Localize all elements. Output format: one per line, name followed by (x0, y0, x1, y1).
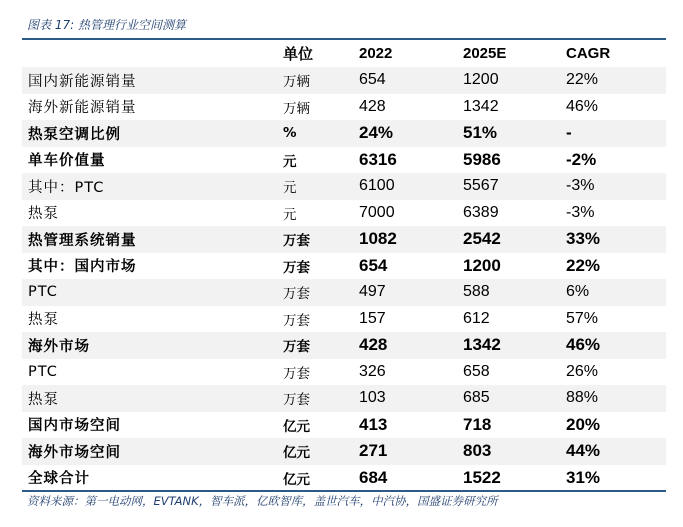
header-cell-2025e: 2025E (463, 45, 507, 62)
row-unit: 万套 (283, 279, 359, 306)
value-cagr: 22% (566, 67, 666, 94)
value-2022: 428 (359, 97, 386, 115)
row-label: 其中：PTC (22, 173, 283, 200)
row-label: 单车价值量 (28, 153, 106, 170)
row-unit: 万辆 (283, 100, 310, 117)
header-cell-blank (22, 40, 283, 67)
row-label: 其中：国内市场 (28, 259, 137, 276)
value-2022: 413 (359, 414, 388, 434)
row-label: 全球合计 (28, 471, 90, 488)
table-row (22, 438, 666, 465)
value-2025e: 1200 (463, 67, 566, 94)
row-label: 热管理系统销量 (22, 226, 283, 253)
row-unit: 万套 (283, 365, 310, 382)
value-cagr: -2% (566, 149, 597, 169)
value-2025e: 1342 (463, 97, 499, 115)
header-cell-cagr: CAGR (566, 45, 611, 62)
table-row (22, 279, 666, 306)
row-label: 热泵 (28, 206, 59, 223)
table-row (22, 332, 666, 359)
value-2022: 6316 (359, 149, 397, 169)
value-cagr: 46% (566, 332, 666, 359)
value-2025e: 5567 (463, 173, 566, 200)
row-unit: 万套 (283, 385, 359, 412)
table-row (22, 200, 666, 227)
value-2022: 271 (359, 438, 463, 465)
table-row (22, 465, 666, 492)
value-cagr: 88% (566, 385, 666, 412)
bottom-rule (22, 490, 666, 492)
row-unit: 万套 (283, 332, 359, 359)
row-label: 热泵 (28, 312, 59, 329)
table-row (22, 226, 666, 253)
value-2022: 654 (359, 255, 388, 275)
value-2022: 428 (359, 332, 463, 359)
row-unit: 元 (283, 173, 359, 200)
value-2025e: 6389 (463, 203, 499, 221)
value-2025e: 1200 (463, 255, 501, 275)
row-label: 热泵 (22, 385, 283, 412)
row-label: 热泵空调比例 (22, 120, 283, 147)
header-cell-2022: 2022 (359, 45, 393, 62)
table-row (22, 67, 666, 94)
value-2022: 103 (359, 385, 463, 412)
table-row (22, 94, 666, 121)
row-label: PTC (28, 363, 58, 380)
row-unit: 元 (283, 153, 297, 170)
row-unit: 万套 (283, 226, 359, 253)
row-unit: % (283, 120, 359, 147)
value-2025e: 658 (463, 362, 490, 380)
value-2025e: 685 (463, 385, 566, 412)
table-row (22, 120, 666, 147)
row-unit: 万套 (283, 259, 310, 276)
value-2022: 7000 (359, 203, 395, 221)
table-row (22, 359, 666, 386)
value-cagr: 44% (566, 438, 666, 465)
row-unit: 亿元 (283, 471, 310, 488)
value-2022: 326 (359, 362, 386, 380)
value-2025e: 612 (463, 309, 490, 327)
value-2025e: 588 (463, 279, 566, 306)
value-2025e: 1342 (463, 332, 566, 359)
value-2022: 1082 (359, 226, 463, 253)
row-unit: 万套 (283, 312, 310, 329)
value-cagr: 46% (566, 97, 599, 115)
header-row (22, 40, 666, 67)
market-size-table (22, 40, 666, 491)
row-unit: 亿元 (283, 438, 359, 465)
value-2022: 157 (359, 309, 386, 327)
value-2025e: 51% (463, 120, 566, 147)
value-2025e: 803 (463, 438, 566, 465)
row-unit: 元 (283, 206, 297, 223)
row-label: 国内市场空间 (28, 418, 121, 435)
row-unit: 万辆 (283, 67, 359, 94)
table-row (22, 173, 666, 200)
value-cagr: 31% (566, 467, 601, 487)
value-cagr: -3% (566, 203, 595, 221)
value-2025e: 1522 (463, 467, 501, 487)
value-2025e: 5986 (463, 149, 501, 169)
row-unit: 亿元 (283, 418, 310, 435)
row-label: 海外市场 (22, 332, 283, 359)
row-label: 国内新能源销量 (22, 67, 283, 94)
row-label: 海外市场空间 (22, 438, 283, 465)
value-2022: 497 (359, 279, 463, 306)
value-cagr: -3% (566, 173, 666, 200)
value-cagr: 33% (566, 226, 666, 253)
value-cagr: - (566, 120, 666, 147)
table-row (22, 306, 666, 333)
value-cagr: 57% (566, 309, 599, 327)
value-cagr: 26% (566, 362, 599, 380)
row-label: 海外新能源销量 (28, 100, 137, 117)
header-cell-unit: 单位 (283, 46, 314, 63)
value-2022: 6100 (359, 173, 463, 200)
value-2022: 684 (359, 467, 388, 487)
value-2022: 654 (359, 67, 463, 94)
source-note: 资料来源：第一电动网，EVTANK，智车派，亿欧智库，盖世汽车，中汽协，国盛证券研究所 (27, 494, 498, 508)
row-label: PTC (22, 279, 283, 306)
value-2022: 24% (359, 120, 463, 147)
value-2025e: 2542 (463, 226, 566, 253)
value-cagr: 20% (566, 414, 601, 434)
value-cagr: 22% (566, 255, 601, 275)
value-2025e: 718 (463, 414, 492, 434)
table-caption: 图表 17: 热管理行业空间测算 (27, 18, 186, 32)
table-row (22, 253, 666, 280)
table-row (22, 385, 666, 412)
table-row (22, 147, 666, 174)
value-cagr: 6% (566, 279, 666, 306)
table-row (22, 412, 666, 439)
